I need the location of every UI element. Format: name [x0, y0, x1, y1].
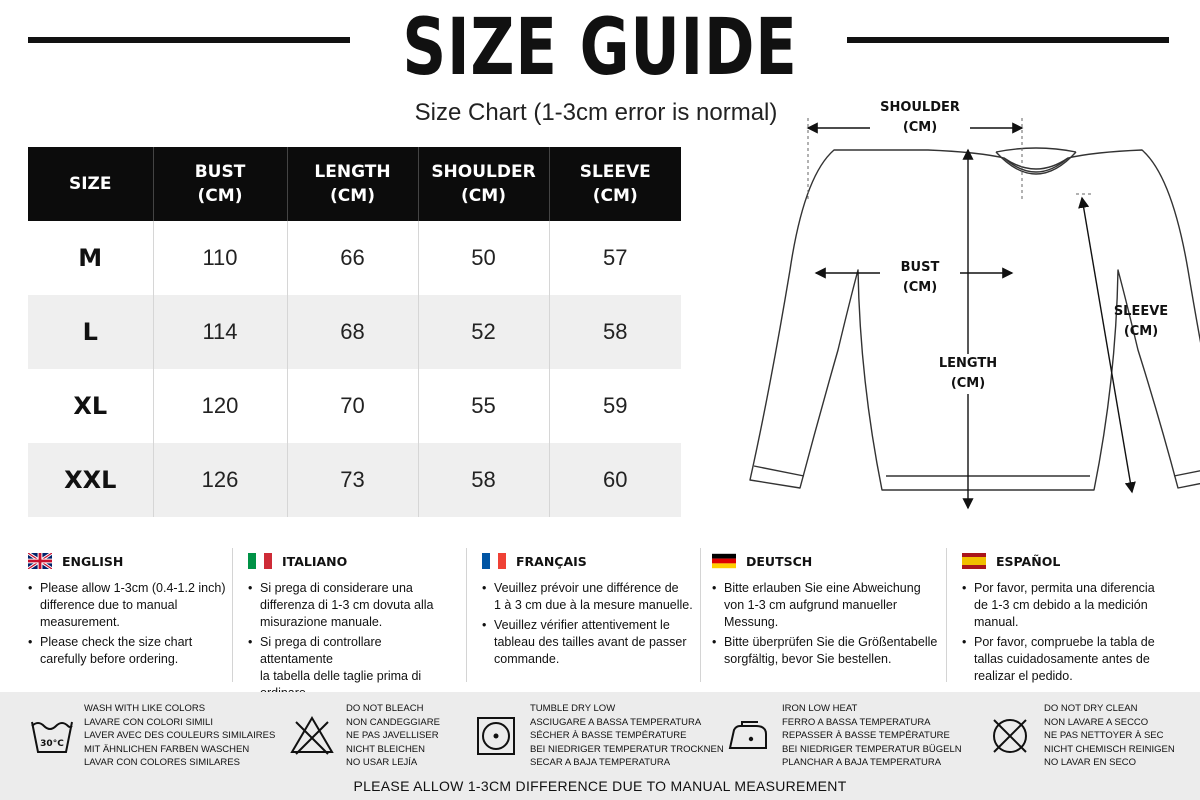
list-item: • Bitte erlauben Sie eine Abweichung von 1-3 cm aufgrund manueller Messung. [712, 580, 938, 631]
care-line: NON LAVARE A SECCO [1044, 716, 1149, 728]
header-size: SIZE [28, 147, 153, 221]
do-not-bleach-icon [288, 712, 336, 758]
germany-flag-icon [712, 553, 736, 569]
list-item: • Por favor, compruebe la tabla de tallas cuidadosamente antes de realizar el pedido. [962, 634, 1182, 685]
sweater-diagram [700, 90, 1200, 520]
care-wash [26, 702, 276, 772]
care-line: IRON LOW HEAT [782, 703, 858, 714]
lang-bullets [248, 580, 458, 702]
list-item: • Si prega di controllare attentamente la tabella delle taglie prima di [248, 634, 458, 702]
section-divider [700, 548, 701, 682]
care-line: LAVER AVEC DES COULEURS SIMILAIRES [84, 730, 276, 741]
header-rule-left [28, 37, 350, 43]
care-line: LAVARE CON COLORI SIMILI [84, 716, 213, 728]
france-flag-icon [482, 553, 506, 569]
lang-name: ESPAÑOL [996, 553, 1061, 569]
size-label: XL [28, 369, 153, 443]
care-line: NE PAS NETTOYER À SEC [1044, 730, 1164, 741]
care-line: DO NOT BLEACH [346, 703, 424, 714]
list-item: • Por favor, permita una diferencia de 1-3 cm debido a la medición manual. [962, 580, 1182, 631]
sleeve-value: 59 [549, 369, 681, 443]
lang-bullets [482, 580, 696, 668]
iron-low-heat-icon [724, 712, 772, 758]
list-item: • Bitte überprüfen Sie die Größentabelle sorgfältig, bevor Sie bestellen. [712, 634, 938, 668]
bust-value: 114 [153, 295, 287, 369]
shoulder-value: 52 [418, 295, 549, 369]
sleeve-value: 60 [549, 443, 681, 517]
length-value: 66 [287, 221, 418, 295]
bust-value: 110 [153, 221, 287, 295]
length-value: 68 [287, 295, 418, 369]
lang-section-espanol [962, 548, 1182, 688]
sleeve-label: SLEEVE (CM) [1113, 304, 1169, 339]
header-bust: BUST (CM) [153, 147, 287, 221]
list-item: • Veuillez prévoir une différence de 1 à 3 cm due à la mesure manuelle. [482, 580, 696, 614]
section-divider [232, 548, 233, 682]
bust-value: 120 [153, 369, 287, 443]
care-line: TUMBLE DRY LOW [530, 703, 616, 714]
lang-section-english [28, 548, 238, 688]
care-bleach [288, 702, 468, 772]
care-dry-clean [986, 702, 1186, 772]
care-line: SECAR A BAJA TEMPERATURA [530, 757, 671, 768]
lang-section-francais [482, 548, 696, 688]
care-iron [724, 702, 964, 772]
care-line: PLANCHAR A BAJA TEMPERATURA [782, 757, 942, 768]
size-label: XXL [28, 443, 153, 517]
bust-label: BUST (CM) [880, 258, 960, 298]
shoulder-label: SHOULDER (CM) [870, 98, 970, 138]
table-row [28, 443, 681, 517]
care-text [1044, 702, 1175, 770]
care-line: ASCIUGARE A BASSA TEMPERATURA [530, 716, 702, 728]
list-item: • Si prega di considerare una differenza di 1-3 cm dovuta alla misurazione manuale. [248, 580, 458, 631]
header-sleeve: SLEEVE (CM) [549, 147, 681, 221]
section-divider [466, 548, 467, 682]
lang-name: ITALIANO [282, 553, 348, 569]
wash-temp-text: 30°C [40, 739, 64, 749]
care-line: NICHT CHEMISCH REINIGEN [1044, 743, 1175, 755]
care-text [530, 702, 724, 770]
lang-section-deutsch [712, 548, 938, 688]
length-label: LENGTH (CM) [928, 354, 1008, 394]
shoulder-value: 50 [418, 221, 549, 295]
wash-30-icon [28, 712, 76, 758]
care-line: BEI NIEDRIGER TEMPERATUR BÜGELN [782, 743, 962, 755]
care-text [782, 702, 962, 770]
header-length: LENGTH (CM) [287, 147, 418, 221]
lang-name: FRANÇAIS [516, 553, 587, 569]
care-line: NICHT BLEICHEN [346, 743, 426, 755]
size-label: L [28, 295, 153, 369]
tumble-dry-low-icon [472, 712, 520, 758]
care-line: MIT ÄHNLICHEN FARBEN WASCHEN [84, 743, 250, 755]
care-line: DO NOT DRY CLEAN [1044, 703, 1138, 714]
length-value: 70 [287, 369, 418, 443]
page-subtitle: Size Chart (1-3cm error is normal) [414, 99, 778, 126]
size-label: M [28, 221, 153, 295]
italy-flag-icon [248, 553, 272, 569]
shoulder-value: 55 [418, 369, 549, 443]
size-table-header-row [28, 147, 681, 221]
care-tumble-dry [472, 702, 722, 772]
lang-bullets [712, 580, 938, 668]
lang-name: DEUTSCH [746, 553, 813, 569]
care-line: LAVAR CON COLORES SIMILARES [84, 757, 240, 768]
table-row [28, 369, 681, 443]
list-item: • Please allow 1-3cm (0.4-1.2 inch) difference due to manual measurement. [28, 580, 238, 631]
care-line: REPASSER À BASSE TEMPÉRATURE [782, 730, 950, 741]
table-row [28, 221, 681, 295]
lang-bullets [28, 580, 238, 668]
lang-section-italiano [248, 548, 458, 688]
care-text [346, 702, 440, 770]
shoulder-value: 58 [418, 443, 549, 517]
care-line: SÉCHER À BASSE TEMPÉRATURE [530, 730, 687, 741]
lang-bullets [962, 580, 1182, 685]
lang-name: ENGLISH [62, 553, 124, 569]
footer-note: PLEASE ALLOW 1-3CM DIFFERENCE DUE TO MANUAL MEASUREMENT [353, 778, 847, 794]
care-line: BEI NIEDRIGER TEMPERATUR TROCKNEN [530, 743, 724, 755]
care-line: NON CANDEGGIARE [346, 716, 440, 728]
page-title: SIZE GUIDE [402, 3, 798, 93]
bust-value: 126 [153, 443, 287, 517]
list-item: • Please check the size chart carefully before ordering. [28, 634, 238, 668]
header-shoulder: SHOULDER (CM) [418, 147, 549, 221]
sleeve-value: 57 [549, 221, 681, 295]
table-row [28, 295, 681, 369]
care-text [84, 702, 275, 770]
uk-flag-icon [28, 553, 52, 569]
care-line: WASH WITH LIKE COLORS [84, 703, 206, 714]
care-line: NO LAVAR EN SECO [1044, 757, 1137, 768]
care-line: FERRO A BASSA TEMPERATURA [782, 716, 931, 728]
list-item: • Veuillez vérifier attentivement le tableau des tailles avant de passer commande. [482, 617, 696, 668]
spain-flag-icon [962, 553, 986, 569]
size-table [28, 147, 681, 517]
do-not-dry-clean-icon [986, 712, 1034, 758]
length-value: 73 [287, 443, 418, 517]
section-divider [946, 548, 947, 682]
care-line: NE PAS JAVELLISER [346, 730, 439, 741]
care-line: NO USAR LEJÍA [346, 757, 418, 768]
sleeve-value: 58 [549, 295, 681, 369]
header-rule-right [847, 37, 1169, 43]
